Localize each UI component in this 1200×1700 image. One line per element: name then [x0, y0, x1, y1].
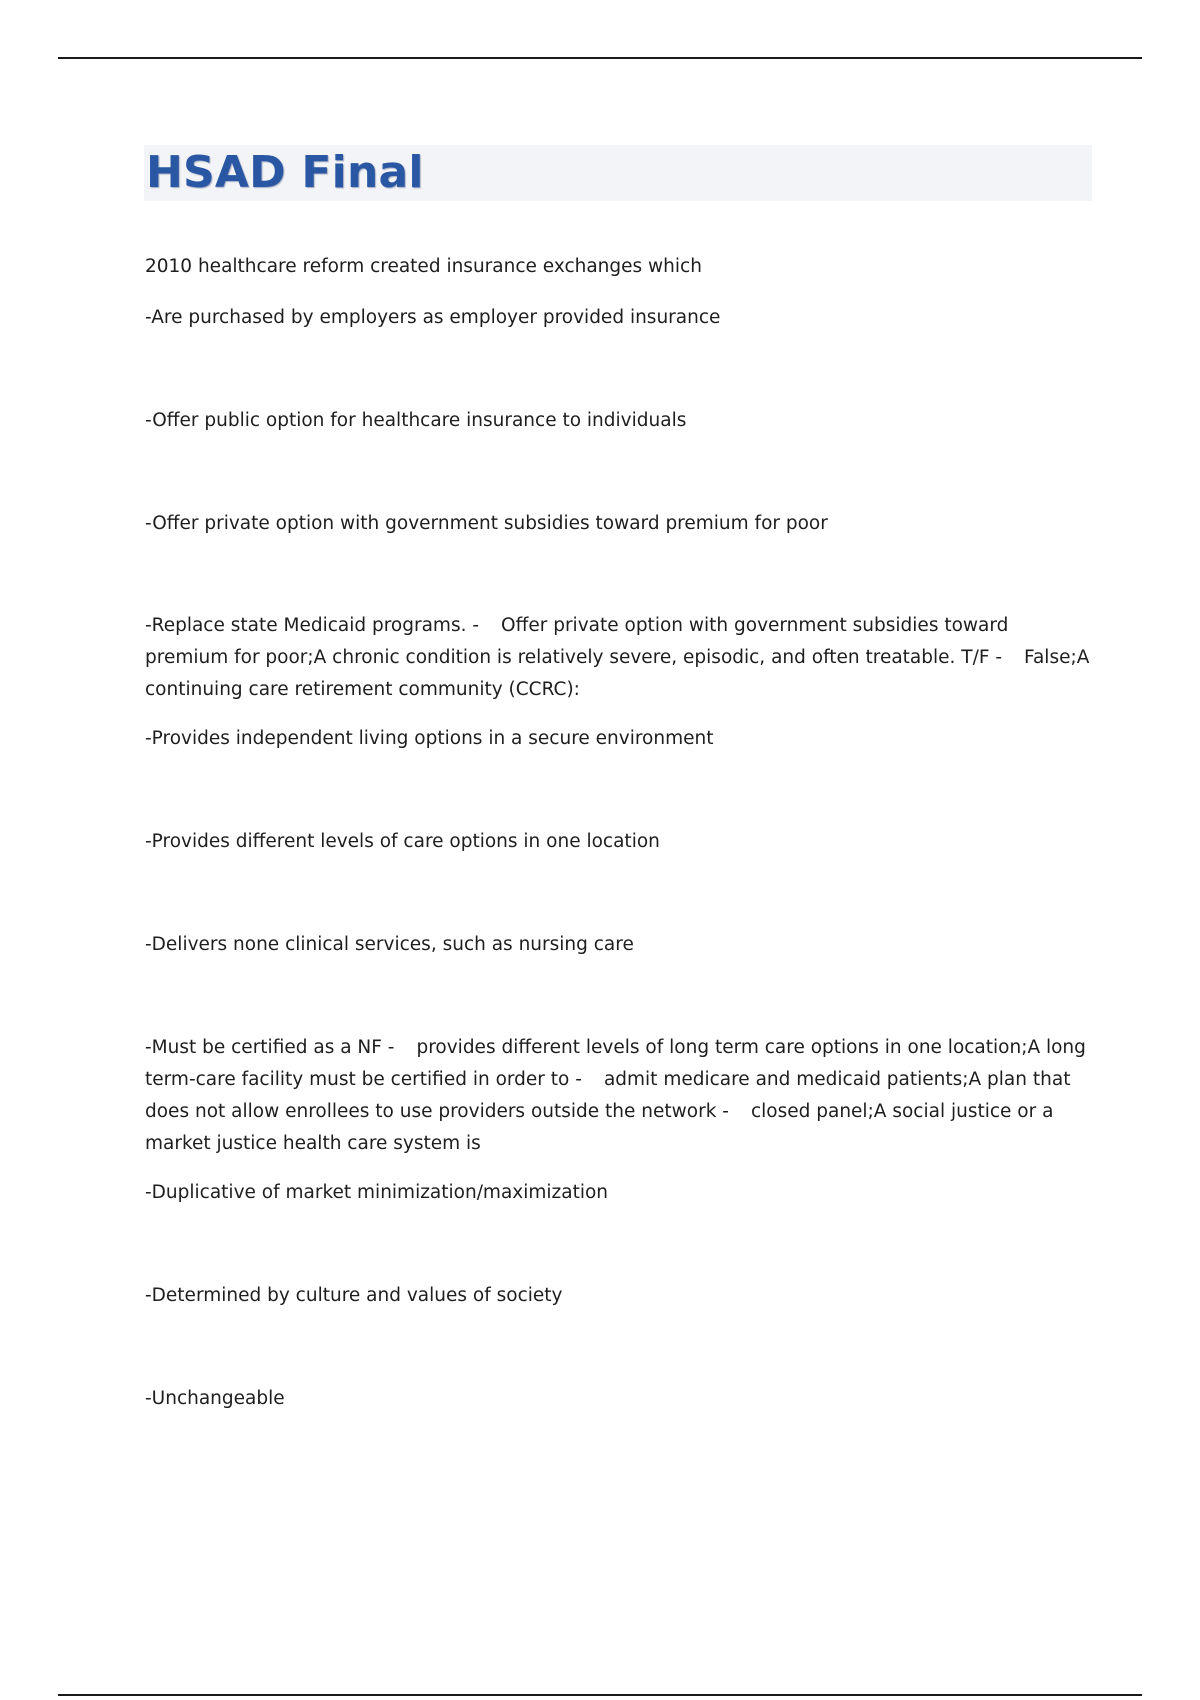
answer-option: -Provides different levels of care options in one location — [145, 831, 660, 852]
top-rule — [58, 57, 1142, 59]
answer-option: -Determined by culture and values of society — [145, 1285, 563, 1306]
answer-text: admit medicare and medicaid patients;A plan that does not allow enrollees to use providers outside the network - — [145, 1069, 1071, 1122]
answer-option: -Provides independent living options in a secure environment — [145, 728, 714, 749]
answer-text: closed panel;A social justice or a market justice health care system is — [145, 1101, 1054, 1154]
answer-option: -Offer public option for healthcare insurance to individuals — [145, 410, 687, 431]
bottom-rule — [58, 1694, 1142, 1696]
combined-answer-paragraph — [145, 1032, 1095, 1160]
answer-option: -Unchangeable — [145, 1388, 285, 1409]
combined-answer-paragraph — [145, 610, 1095, 706]
answer-text: provides different levels of long term care options in one location;A long term-care facility must be certified in order to - — [145, 1037, 1086, 1090]
document-title: HSAD Final — [146, 147, 424, 198]
answer-option: -Offer private option with government subsidies toward premium for poor — [145, 513, 828, 534]
answer-option: -Duplicative of market minimization/maximization — [145, 1182, 609, 1203]
answer-option: -Are purchased by employers as employer provided insurance — [145, 307, 721, 328]
answer-option: -Replace state Medicaid programs. - — [145, 615, 480, 636]
answer-text: Offer private option with government subsidies toward premium for poor;A chronic condition is relatively severe, episodic, and often treatable. T/F - — [145, 615, 1009, 668]
answer-option: -Must be certified as a NF - — [145, 1037, 395, 1058]
answer-text: False;A continuing care retirement community (CCRC): — [145, 647, 1090, 700]
answer-option: -Delivers none clinical services, such as nursing care — [145, 934, 634, 955]
question-text: 2010 healthcare reform created insurance exchanges which — [145, 256, 702, 277]
